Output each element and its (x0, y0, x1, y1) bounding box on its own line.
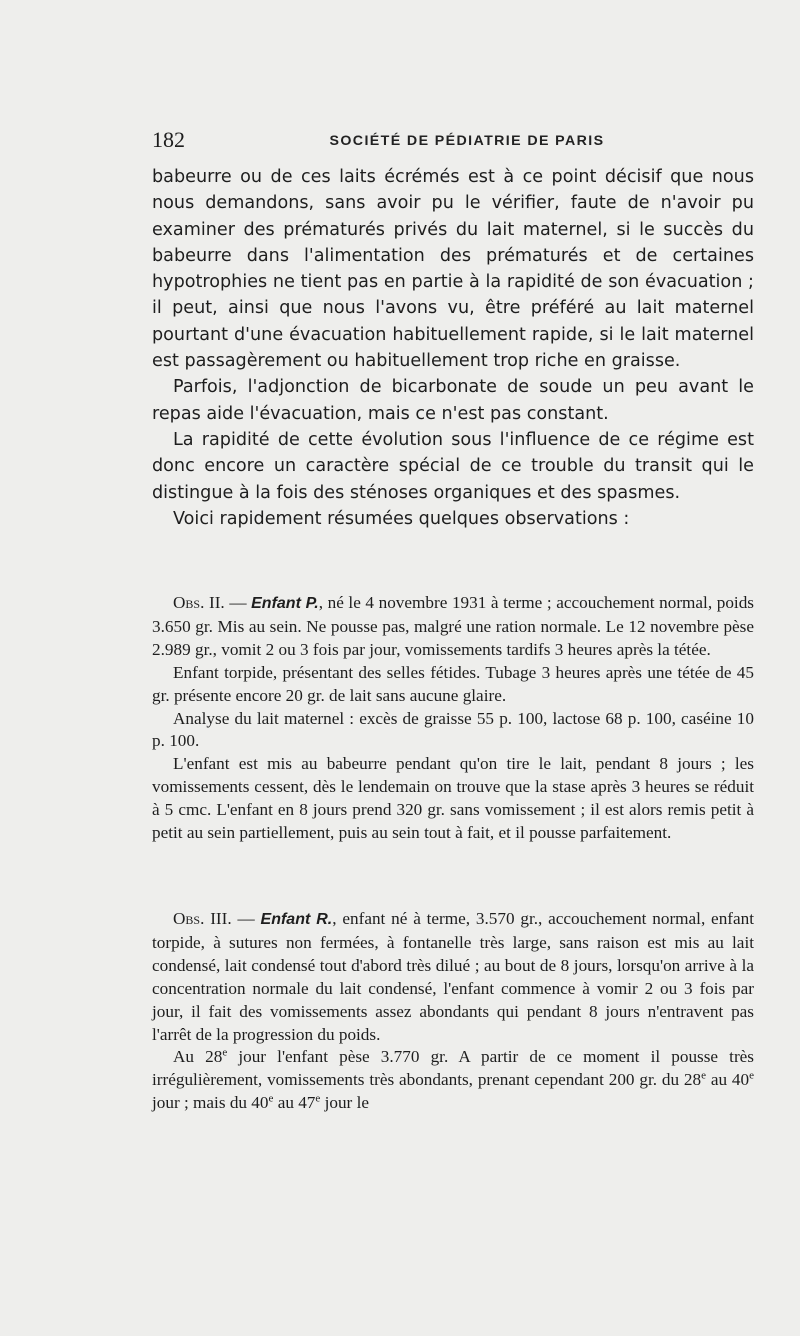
observation-paragraph: Enfant torpide, présentant des selles fétides. Tubage 3 heures après une tétée de 45 gr. présente encore 20 gr. de lait sans aucune glaire. (152, 662, 754, 705)
text-run: jour l'enfant pèse 3.770 gr. A partir de ce moment il pousse très irrégulièrement, vomissements très abondants, prenant cependant 200 gr. du 28 (152, 1047, 754, 1090)
text-run: Au 28 (173, 1047, 223, 1067)
observation-2 (152, 592, 754, 845)
observation-paragraph (152, 1046, 754, 1115)
observation-text: , enfant né à terme, 3.570 gr., accouchement normal, enfant torpide, à sutures non fermées, à fontanelle très large, sans raison est mis au lait condensé, lait condensé tout d'abord très dilué ; au bout de 8 jours, lorsqu'on arrive à la concentration normale du lait condensé, l'enfant commence à vomir 2 ou 3 fois par jour, il fait des vomissements assez abondants qui pendant 8 jours n'entravent pas l'arrêt de la progression du poids. (152, 909, 755, 1044)
main-text (152, 164, 754, 532)
superscript: e (749, 1069, 754, 1082)
superscript: e (701, 1069, 706, 1082)
superscript: e (222, 1046, 228, 1059)
paragraph: babeurre ou de ces laits écrémés est à ce point décisif que nous nous demandons, sans avoir pu le vérifier, faute de n'avoir pu examiner des prématurés privés du lait maternel, si le succès du babeurre dans l'alimentation des prématurés et de certaines hypotrophies ne tient pas en partie à la rapidité de son évacuation ; il peut, ainsi que nous l'avons vu, être préféré au lait maternel pourtant d'une évacuation habituellement rapide, si le lait maternel est passagèrement ou habituellement trop riche en graisse. (152, 167, 754, 372)
patient-name: Enfant R. (260, 911, 333, 928)
text-run: au 40 (706, 1070, 750, 1090)
superscript: e (268, 1092, 274, 1105)
observation-paragraph: Analyse du lait maternel : excès de graisse 55 p. 100, lactose 68 p. 100, caséine 10 p. 100. (152, 708, 754, 751)
running-title: SOCIÉTÉ DE PÉDIATRIE DE PARIS (329, 133, 605, 149)
observation-paragraph (152, 908, 754, 1046)
observation-text: , né le 4 novembre 1931 à terme ; accouchement normal, poids 3.650 gr. Mis au sein. Ne pousse pas, malgré une ration normale. Le 12 novembre pèse 2.989 gr., vomit 2 ou 3 fois par jour, vomissements tardifs 3 heures après la tétée. (152, 593, 754, 659)
observation-3 (152, 908, 754, 1115)
text-run: jour ; mais du 40 (152, 1093, 269, 1113)
page-header (152, 126, 752, 154)
observation-paragraph: L'enfant est mis au babeurre pendant qu'on tire le lait, pendant 8 jours ; les vomissements cessent, dès le lendemain on trouve que la stase après 3 heures se réduit à 5 cmc. L'enfant en 8 jours prend 320 gr. sans vomissement ; il est alors remis petit à petit au sein partiellement, puis au sein tout à fait, et il pousse parfaitement. (152, 754, 754, 843)
paragraph: La rapidité de cette évolution sous l'influence de ce régime est donc encore un caractère spécial de ce trouble du transit qui le distingue à la fois des sténoses organiques et des spasmes. (152, 429, 754, 503)
text-run: au 47 (273, 1093, 316, 1113)
paragraph: Parfois, l'adjonction de bicarbonate de soude un peu avant le repas aide l'évacuation, mais ce n'est pas constant. (152, 377, 754, 424)
dash: — (231, 909, 261, 928)
patient-name: Enfant P. (251, 595, 319, 612)
observation-label: Obs. III. (173, 909, 232, 928)
superscript: e (315, 1092, 321, 1105)
paragraph: Voici rapidement résumées quelques observations : (173, 508, 630, 529)
dash: — (224, 593, 252, 612)
observation-label: Obs. II. (173, 593, 225, 612)
text-run: jour le (320, 1093, 369, 1113)
observation-paragraph (152, 592, 754, 662)
page-number: 182 (152, 127, 185, 152)
